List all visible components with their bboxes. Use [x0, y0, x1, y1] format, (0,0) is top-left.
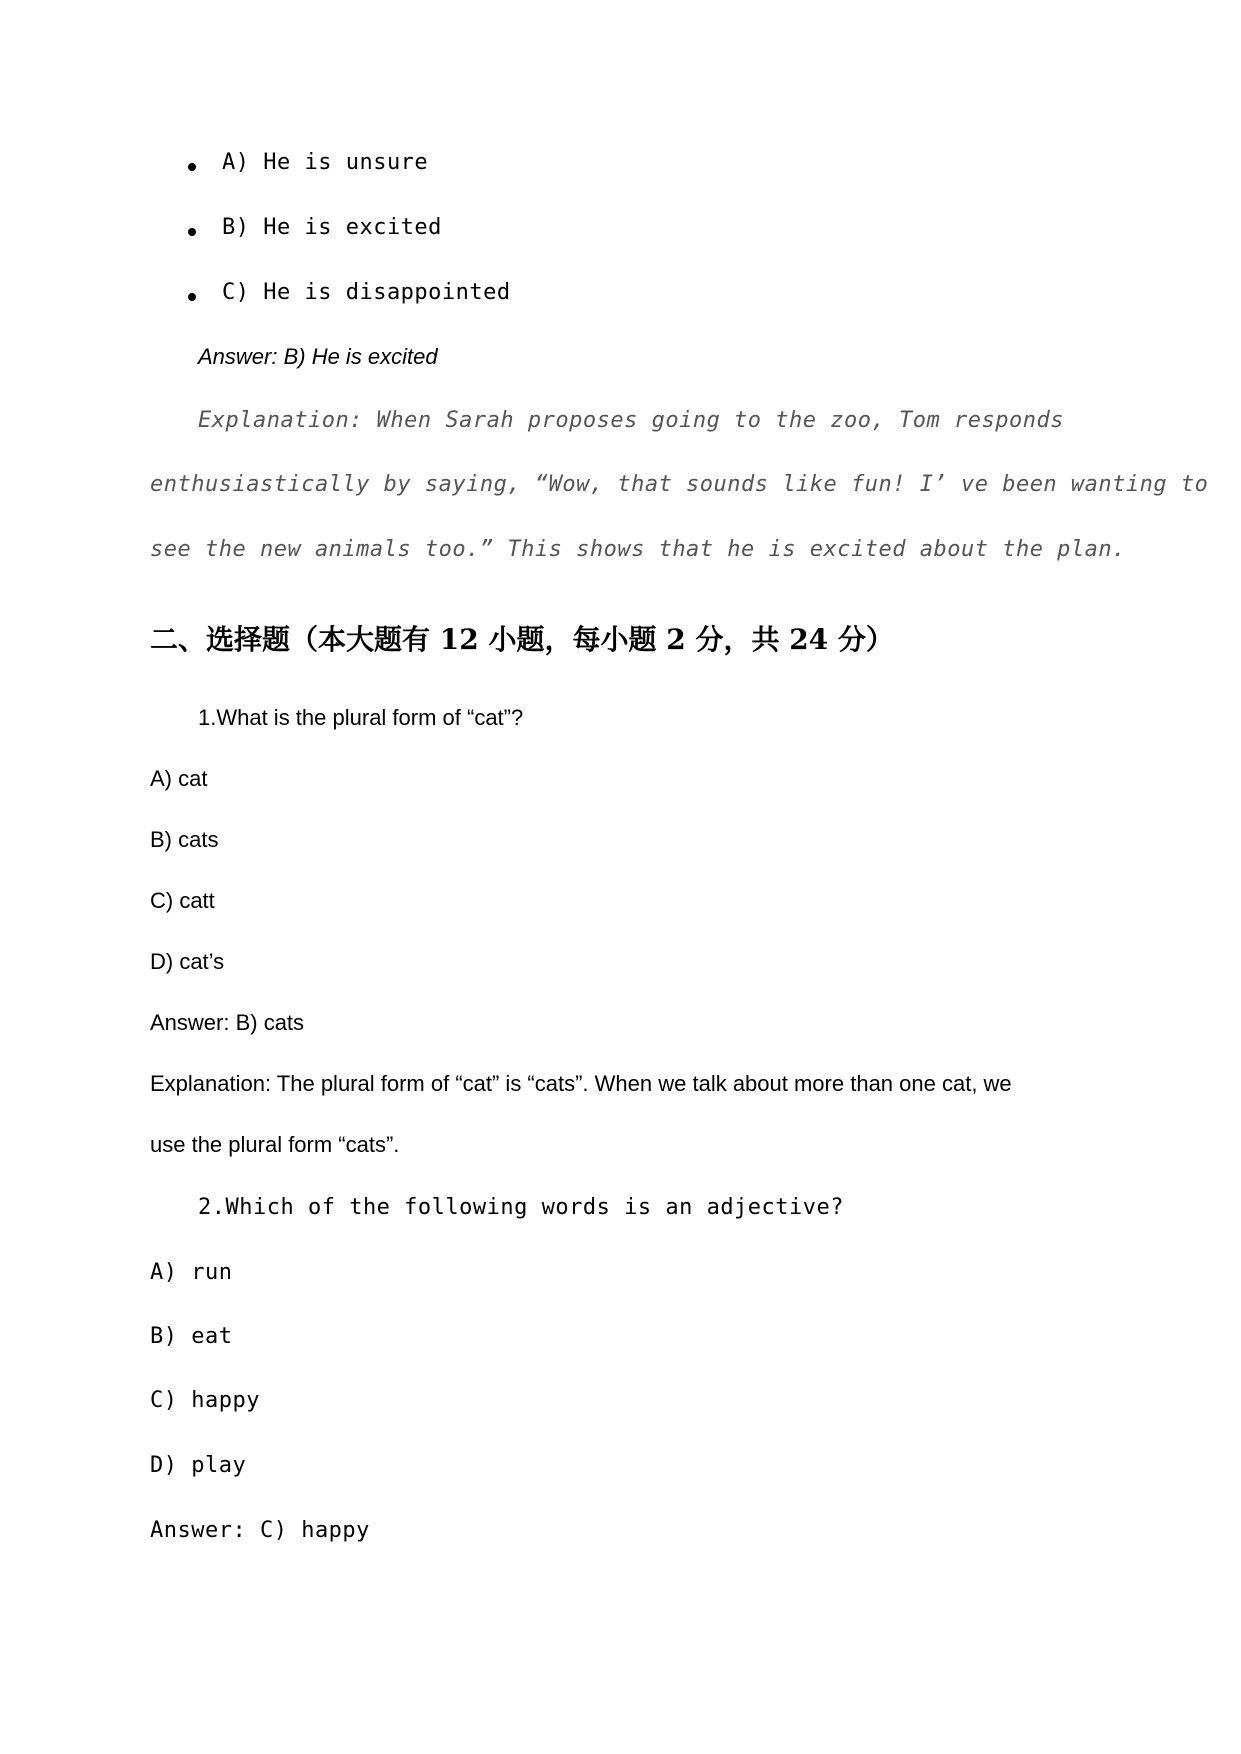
question-1-option-b: B) cats	[150, 827, 219, 852]
option-b: B) He is excited	[222, 215, 442, 240]
question-2-option-c: C) happy	[150, 1388, 260, 1413]
bullet-marker	[188, 163, 196, 171]
question-1-explanation-line-1: Explanation: The plural form of “cat” is “cats”. When we talk about more than one cat, we	[150, 1071, 1012, 1096]
question-1-option-c: C) catt	[150, 888, 215, 913]
question-2-answer: Answer: C) happy	[150, 1518, 370, 1543]
question-2-option-b: B) eat	[150, 1324, 233, 1349]
question-1-option-a: A) cat	[150, 766, 208, 791]
previous-explanation-line-1: Explanation: When Sarah proposes going to the zoo, Tom responds	[198, 408, 1064, 433]
option-a: A) He is unsure	[222, 150, 429, 175]
question-2-prompt: 2.Which of the following words is an adjective?	[198, 1195, 845, 1220]
option-c: C) He is disappointed	[222, 280, 511, 305]
question-1-prompt: 1.What is the plural form of “cat”?	[198, 705, 524, 730]
section-heading: 二、选择题（本大题有 12 小题，每小题 2 分，共 24 分）	[150, 623, 894, 656]
previous-answer: Answer: B) He is excited	[198, 344, 438, 369]
bullet-marker	[188, 293, 196, 301]
bullet-marker	[188, 228, 196, 236]
question-1-answer: Answer: B) cats	[150, 1010, 305, 1035]
question-2-option-d: D) play	[150, 1453, 247, 1478]
question-1-explanation-line-2: use the plural form “cats”.	[150, 1132, 400, 1157]
question-2-option-a: A) run	[150, 1260, 233, 1285]
question-1-option-d: D) cat’s	[150, 949, 225, 974]
previous-explanation-line-3: see the new animals too.” This shows that he is excited about the plan.	[150, 537, 1126, 562]
previous-explanation-line-2: enthusiastically by saying, “Wow, that sounds like fun! I’ ve been wanting to	[150, 472, 1209, 497]
